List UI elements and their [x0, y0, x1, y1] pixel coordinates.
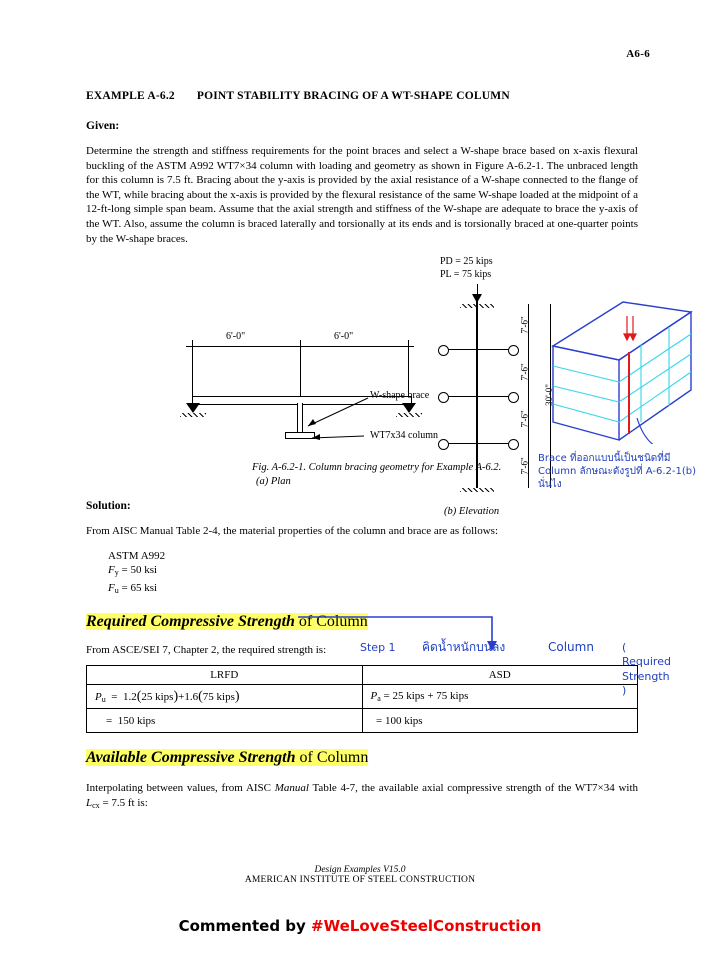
commented-by-tag: #WeLoveSteelConstruction [311, 917, 542, 935]
available-strength-heading-row [86, 749, 638, 767]
table-header-lrfd: LRFD [87, 666, 363, 685]
table-header-asd: ASD [362, 666, 638, 685]
sketch-note-line3: นั่นไง [538, 479, 562, 491]
brace-level-2 [442, 396, 512, 397]
given-label: Given: [86, 120, 120, 132]
hand-drawn-frame-sketch [541, 294, 701, 444]
available-strength-heading-rest: of Column [295, 749, 369, 767]
dim-tick-right [408, 340, 409, 352]
elevation-caption: (b) Elevation [444, 506, 500, 518]
elev-seg1: 7'-6" [519, 316, 530, 334]
strength-table [86, 665, 638, 733]
load-dead-label: PD = 25 kips [440, 256, 493, 268]
commented-by-prefix: Commented by [178, 917, 312, 935]
plan-dim-left: 6'-0" [226, 331, 246, 343]
cell-asd-1: $P_a = 25$ kips + 75 kips [362, 685, 638, 709]
example-subject: POINT STABILITY BRACING OF A WT-SHAPE COLUMN [196, 90, 510, 102]
cell-lrfd-1: $P_u = 1.2(25$ kips)+1.6(75 kips) [87, 685, 363, 709]
step1-label: Step 1 [360, 640, 396, 654]
page-footer [0, 865, 720, 885]
required-strength-heading: Required Compressive Strength [86, 612, 295, 630]
sketch-annotation [538, 452, 720, 491]
footer-line-1: Design Examples V15.0 [314, 865, 406, 875]
step1-word: Column [548, 639, 594, 654]
available-strength-heading: Available Compressive Strength [86, 749, 296, 767]
material-grade: ASTM A992 [108, 549, 166, 562]
cell-lrfd-2: = 150 kips [87, 709, 363, 733]
elev-seg2: 7'-6" [519, 363, 530, 381]
table-row [87, 709, 638, 733]
required-strength-heading-rest: of Column [294, 612, 368, 630]
sketch-note-line1: Brace ที่ออกแบบนี้เป็นชนิดที่มี [538, 453, 671, 465]
support-hatch-left [180, 413, 206, 417]
dim-tick-left [192, 340, 193, 352]
column-base [460, 488, 494, 492]
brace-roller-right-2 [508, 392, 519, 403]
required-strength-heading-row [86, 613, 638, 631]
figure-caption: Fig. A-6.2-1. Column bracing geometry for Example A-6.2. [252, 462, 502, 474]
available-strength-text: Interpolating between values, from AISC Manual Table 4-7, the available axial compressive strength of the WT7×34 with $L_{cx} = 7.5$ ft is: [86, 782, 639, 810]
plan-dim-right: 6'-0" [334, 331, 354, 343]
material-properties [108, 549, 638, 599]
page-number: A6-6 [626, 48, 650, 60]
brace-level-1 [442, 349, 512, 350]
brace-roller-right-1 [508, 345, 519, 356]
figure-a621 [86, 254, 697, 534]
load-live-label: PL = 75 kips [440, 269, 492, 281]
ext-line-mid [300, 352, 301, 398]
support-left [186, 403, 200, 413]
commented-by-bar [0, 917, 720, 935]
required-strength-text: From ASCE/SEI 7, Chapter 2, the required strength is: [86, 643, 327, 656]
callout-column-label: WT7x34 column [370, 430, 439, 442]
brace-roller-left-1 [438, 345, 449, 356]
solution-paragraph: From AISC Manual Table 2-4, the material properties of the column and brace are as follows: [86, 525, 499, 538]
elev-total: 30'-0" [543, 384, 554, 407]
callout-brace-label: W-shape brace [370, 390, 430, 402]
wt-stem [297, 403, 303, 433]
brace-roller-left-2 [438, 392, 449, 403]
material-fu: $F_u = 65$ ksi [108, 581, 158, 595]
table-row [87, 685, 638, 709]
solution-label: Solution: [86, 500, 131, 513]
page-content [86, 90, 697, 813]
elev-seg4: 7'-6" [519, 457, 530, 475]
column-line [476, 298, 478, 488]
dim-tick-mid [300, 340, 301, 352]
brace-roller-right-3 [508, 439, 519, 450]
ext-line-left [192, 352, 193, 398]
step1-paren: ( Required Strength ) [622, 640, 671, 698]
elev-seg3: 7'-6" [519, 410, 530, 428]
example-number: EXAMPLE A-6.2 [86, 90, 175, 102]
column-top-cap [460, 304, 494, 308]
brace-level-3 [442, 443, 512, 444]
plan-caption: (a) Plan [256, 476, 291, 488]
step1-text: คิดน้ำหนักบนลง [422, 639, 506, 654]
footer-line-2: AMERICAN INSTITUTE OF STEEL CONSTRUCTION [244, 875, 476, 885]
brace-roller-left-3 [438, 439, 449, 450]
table-header-row [87, 666, 638, 685]
example-title [86, 90, 638, 102]
given-paragraph: Determine the strength and stiffness requirements for the point braces and select a W-shape brace based on x-axis flexural buckling of the ASTM A992 WT7×34 column with loading and geometry as shown in Figure A-6.2-1. The unbraced length for this column is 7.5 ft. Bracing about the y-axis is provided by the axial resistance of a W-shape connected to the flange of the WT, while bracing about the x-axis is provided by the flexural resistance of the same W-shape loaded at the midpoint of a 12-ft-long simple span beam. Assume that the axial strength and stiffness of the W-shape are adequate to brace the y-axis of the WT. Also, assume the column is braced laterally and torsionally at its ends and is torsionally braced at one-quarter points by the W-shape braces. [86, 145, 638, 245]
material-fy: $F_y = 50$ ksi [108, 564, 158, 578]
cell-asd-2: = 100 kips [362, 709, 638, 733]
sketch-note-line2: Column ลักษณะดังรูปที่ A-6.2-1(b) [538, 466, 697, 478]
